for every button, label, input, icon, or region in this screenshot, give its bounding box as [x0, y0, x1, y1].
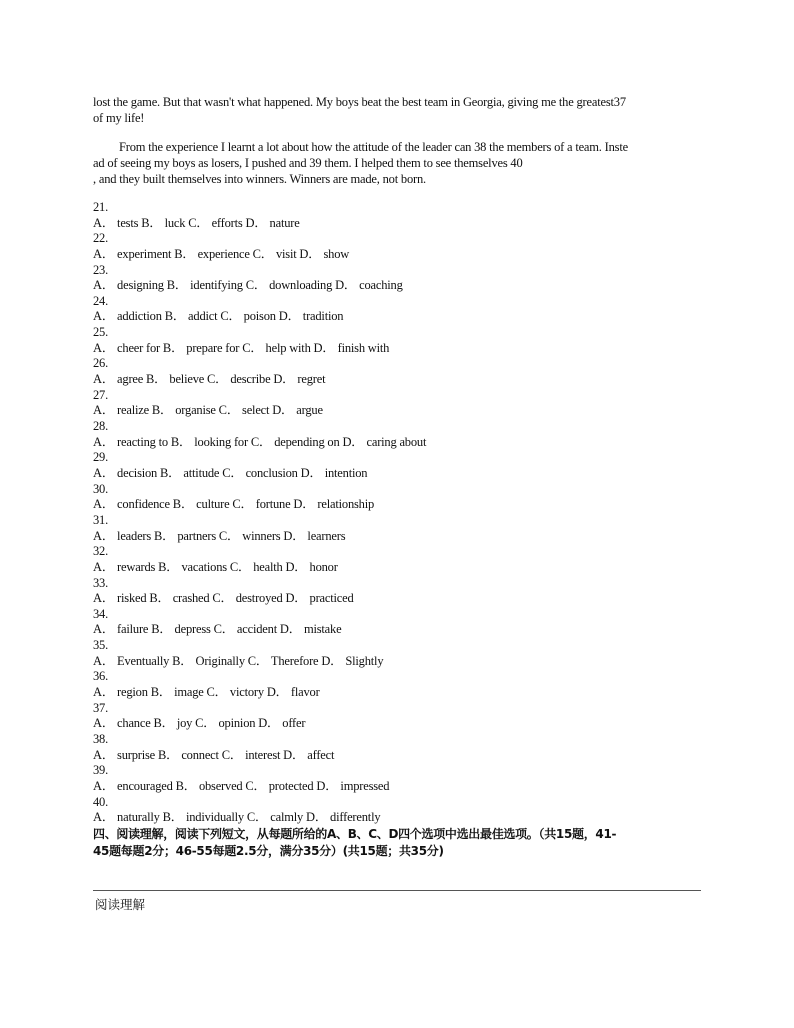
section-heading-line: 四、阅读理解，阅读下列短文，从每题所给的A、B、C、D四个选项中选出最佳选项。（共15题，41- [93, 827, 617, 841]
question-number: 39. [93, 763, 109, 778]
question-number: 24. [93, 293, 109, 308]
question-item [93, 701, 713, 732]
question-options: A． naturally B． individually C． calmly D． differently [93, 810, 381, 825]
passage-line: ad of seeing my boys as losers, I pushed and 39 them. I helped them to see themselves 40 [93, 156, 523, 170]
question-options: A． tests B． luck C． efforts D． nature [93, 215, 300, 230]
question-item [93, 513, 713, 544]
question-item [93, 450, 713, 481]
question-item [93, 356, 713, 387]
question-options: A． leaders B． partners C． winners D． learners [93, 528, 346, 543]
question-options: A． realize B． organise C． select D． argue [93, 403, 323, 418]
question-list [93, 200, 713, 826]
subsection-heading: 阅读理解 [95, 897, 146, 912]
question-options: A． cheer for B． prepare for C． help with D． finish with [93, 340, 390, 355]
question-number: 27. [93, 387, 109, 402]
question-number: 36. [93, 669, 109, 684]
question-item [93, 388, 713, 419]
passage-line: of my life! [93, 111, 145, 125]
question-number: 33. [93, 575, 109, 590]
question-item [93, 544, 713, 575]
question-options: A． risked B． crashed C． destroyed D． practiced [93, 591, 354, 606]
question-number: 25. [93, 325, 109, 340]
question-options: A． region B． image C． victory D． flavor [93, 685, 320, 700]
section-divider [93, 890, 701, 891]
question-number: 38. [93, 732, 109, 747]
passage-line: From the experience I learnt a lot about how the attitude of the leader can 38 the members of a team. Inste [119, 140, 628, 154]
question-item [93, 231, 713, 262]
passage-paragraph-1 [93, 94, 705, 126]
question-options: A． confidence B． culture C． fortune D． relationship [93, 497, 375, 512]
question-item [93, 638, 713, 669]
question-item [93, 795, 713, 826]
question-options: A． chance B． joy C． opinion D． offer [93, 716, 306, 731]
question-item [93, 607, 713, 638]
question-options: A． addiction B． addict C． poison D． tradition [93, 309, 344, 324]
question-number: 29. [93, 450, 109, 465]
question-item [93, 482, 713, 513]
question-item [93, 325, 713, 356]
question-number: 31. [93, 512, 109, 527]
question-item [93, 732, 713, 763]
section-heading [93, 826, 705, 860]
question-number: 28. [93, 419, 109, 434]
question-options: A． surprise B． connect C． interest D． affect [93, 747, 335, 762]
question-number: 40. [93, 794, 109, 809]
question-options: A． encouraged B． observed C． protected D． impressed [93, 778, 390, 793]
question-number: 34. [93, 606, 109, 621]
question-options: A． reacting to B． looking for C． depending on D． caring about [93, 434, 427, 449]
question-options: A． failure B． depress C． accident D． mistake [93, 622, 342, 637]
question-item [93, 419, 713, 450]
question-options: A． agree B． believe C． describe D． regret [93, 372, 326, 387]
question-number: 37. [93, 700, 109, 715]
question-options: A． designing B． identifying C． downloading D． coaching [93, 278, 403, 293]
question-number: 22. [93, 231, 109, 246]
question-options: A． experiment B． experience C． visit D． show [93, 246, 350, 261]
question-number: 35. [93, 638, 109, 653]
passage-paragraph-2 [93, 139, 705, 187]
question-item [93, 200, 713, 231]
passage-line: lost the game. But that wasn't what happened. My boys beat the best team in Georgia, giving me the greatest37 [93, 95, 626, 109]
question-number: 23. [93, 262, 109, 277]
question-item [93, 263, 713, 294]
question-options: A． decision B． attitude C． conclusion D． intention [93, 465, 368, 480]
question-options: A． rewards B． vacations C． health D． honor [93, 559, 338, 574]
question-number: 21. [93, 200, 109, 214]
section-heading-line: 45题每题2分；46-55每题2.5分，满分35分）(共15题；共35分) [93, 844, 444, 858]
question-number: 32. [93, 544, 109, 559]
question-item [93, 294, 713, 325]
passage-line: , and they built themselves into winners. Winners are made, not born. [93, 172, 426, 186]
question-number: 26. [93, 356, 109, 371]
question-item [93, 763, 713, 794]
question-item [93, 669, 713, 700]
question-number: 30. [93, 481, 109, 496]
question-item [93, 576, 713, 607]
question-options: A． Eventually B． Originally C． Therefore D． Slightly [93, 653, 384, 668]
